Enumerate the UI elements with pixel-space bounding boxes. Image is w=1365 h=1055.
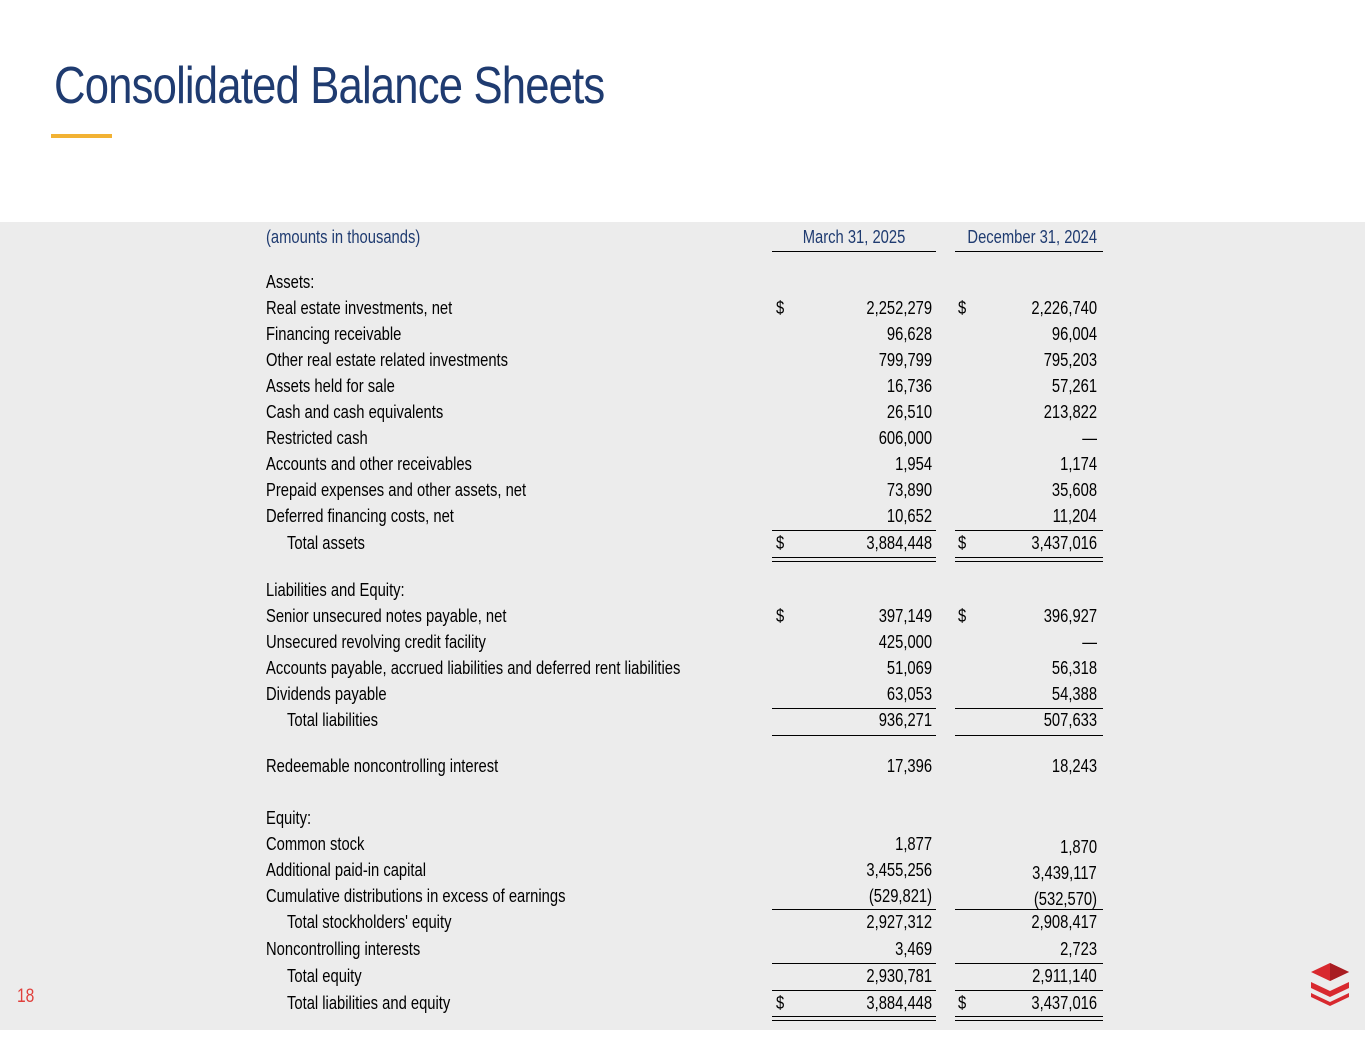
- section-heading: [266, 272, 1106, 298]
- value-december-2024: 1,870: [1060, 837, 1097, 857]
- row-label: Unsecured revolving credit facility: [266, 632, 486, 652]
- table-row: [266, 860, 1106, 886]
- value-march-2025: 1,954: [895, 454, 932, 474]
- value-march-2025: 3,884,448: [866, 533, 932, 553]
- currency-symbol: $: [958, 533, 967, 553]
- subtotal-line-b: [955, 708, 1103, 709]
- currency-symbol: $: [776, 298, 785, 318]
- table-row: [266, 454, 1106, 480]
- table-row: [266, 298, 1106, 324]
- row-label: Deferred financing costs, net: [266, 506, 454, 526]
- value-march-2025: 73,890: [886, 480, 932, 500]
- value-december-2024: 396,927: [1043, 606, 1097, 626]
- total-assets-row: [266, 533, 1106, 559]
- table-row: [266, 506, 1106, 532]
- value-march-2025: (529,821): [868, 886, 932, 906]
- header-underline-a: [772, 251, 936, 252]
- value-march-2025: 63,053: [886, 684, 932, 704]
- row-label: Restricted cash: [266, 428, 368, 448]
- value-december-2024: 96,004: [1051, 324, 1097, 344]
- value-march-2025: 425,000: [878, 632, 932, 652]
- double-underline-b: [955, 1020, 1103, 1021]
- row-label: Common stock: [266, 834, 365, 854]
- col-header-december-2024: December 31, 2024: [967, 227, 1098, 247]
- row-label: Prepaid expenses and other assets, net: [266, 480, 527, 500]
- double-underline-b: [955, 557, 1103, 558]
- total-liabilities-row: [266, 710, 1106, 736]
- total-underline-b: [955, 735, 1103, 736]
- value-december-2024: 2,911,140: [1032, 966, 1097, 986]
- table-header-row: [266, 227, 1106, 253]
- col-header-march-2025: March 31, 2025: [802, 227, 906, 247]
- value-march-2025: 606,000: [878, 428, 932, 448]
- row-label: Real estate investments, net: [266, 298, 453, 318]
- company-logo-icon: [1309, 961, 1351, 1007]
- row-label: Cumulative distributions in excess of earnings: [266, 886, 566, 906]
- table-row: [266, 632, 1106, 658]
- row-label: Dividends payable: [266, 684, 387, 704]
- currency-symbol: $: [776, 606, 785, 626]
- value-december-2024: 3,439,117: [1032, 863, 1097, 883]
- value-december-2024: 2,226,740: [1031, 298, 1097, 318]
- row-label: Financing receivable: [266, 324, 402, 344]
- currency-symbol: $: [776, 993, 785, 1013]
- table-row: [266, 834, 1106, 860]
- value-december-2024: 795,203: [1043, 350, 1097, 370]
- value-march-2025: 96,628: [886, 324, 932, 344]
- currency-symbol: $: [776, 533, 785, 553]
- value-march-2025: 3,469: [895, 939, 932, 959]
- double-underline-a: [772, 1020, 936, 1021]
- total-underline-a: [772, 735, 936, 736]
- table-row: [266, 756, 1106, 782]
- value-december-2024: 213,822: [1043, 402, 1097, 422]
- value-march-2025: 51,069: [886, 658, 932, 678]
- value-december-2024: 11,204: [1052, 506, 1097, 526]
- value-march-2025: 1,877: [895, 834, 932, 854]
- row-label: Total liabilities: [287, 710, 379, 730]
- value-december-2024: 507,633: [1043, 710, 1097, 730]
- row-label: Noncontrolling interests: [266, 939, 421, 959]
- currency-symbol: $: [958, 606, 967, 626]
- value-december-2024: (532,570): [1033, 889, 1097, 909]
- value-march-2025: 16,736: [886, 376, 932, 396]
- row-label: Total equity: [287, 966, 362, 986]
- double-underline-a: [772, 561, 936, 562]
- subtotal-line-b: [955, 963, 1103, 964]
- value-march-2025: 799,799: [878, 350, 932, 370]
- double-underline-b: [955, 1016, 1103, 1017]
- currency-symbol: $: [958, 298, 967, 318]
- row-label: Total stockholders' equity: [287, 912, 452, 932]
- value-march-2025: 26,510: [886, 402, 932, 422]
- row-label: Accounts payable, accrued liabilities and deferred rent liabilities: [266, 658, 681, 678]
- subtotal-line-a: [772, 530, 936, 531]
- value-december-2024: 1,174: [1060, 454, 1097, 474]
- table-row: [266, 658, 1106, 684]
- table-row: [266, 684, 1106, 710]
- value-december-2024: 2,908,417: [1031, 912, 1097, 932]
- value-march-2025: 3,455,256: [866, 860, 932, 880]
- total-equity-row: [266, 966, 1106, 992]
- value-december-2024: 35,608: [1051, 480, 1097, 500]
- value-december-2024: 54,388: [1051, 684, 1097, 704]
- value-march-2025: 10,652: [886, 506, 932, 526]
- assets-heading: Assets:: [266, 272, 315, 292]
- value-december-2024: —: [1082, 428, 1097, 448]
- table-row: [266, 402, 1106, 428]
- subtotal-line-b: [955, 909, 1103, 910]
- value-march-2025: 936,271: [878, 710, 932, 730]
- value-december-2024: 2,723: [1060, 939, 1097, 959]
- value-march-2025: 17,396: [886, 756, 932, 776]
- total-stockholders-equity-row: [266, 912, 1106, 938]
- subtotal-line-a: [772, 708, 936, 709]
- value-march-2025: 2,930,781: [866, 966, 932, 986]
- row-label: Total assets: [287, 533, 365, 553]
- currency-symbol: $: [958, 993, 967, 1013]
- units-note: (amounts in thousands): [266, 227, 421, 247]
- table-row: [266, 606, 1106, 632]
- table-row: [266, 376, 1106, 402]
- value-march-2025: 397,149: [878, 606, 932, 626]
- value-march-2025: 2,252,279: [866, 298, 932, 318]
- double-underline-a: [772, 1016, 936, 1017]
- table-row: [266, 428, 1106, 454]
- table-row: [266, 939, 1106, 965]
- header-underline-b: [955, 251, 1103, 252]
- subtotal-line-a: [772, 909, 936, 910]
- value-december-2024: 56,318: [1051, 658, 1097, 678]
- section-heading: [266, 808, 1106, 834]
- page-title: Consolidated Balance Sheets: [54, 57, 605, 115]
- subtotal-line-b: [955, 530, 1103, 531]
- row-label: Cash and cash equivalents: [266, 402, 444, 422]
- double-underline-a: [772, 557, 936, 558]
- table-row: [266, 324, 1106, 350]
- table-row: [266, 480, 1106, 506]
- subtotal-line-b: [955, 990, 1103, 991]
- equity-heading: Equity:: [266, 808, 312, 828]
- double-underline-b: [955, 561, 1103, 562]
- value-december-2024: 18,243: [1051, 756, 1097, 776]
- liabilities-heading: Liabilities and Equity:: [266, 580, 405, 600]
- section-heading: [266, 580, 1106, 606]
- value-december-2024: —: [1082, 632, 1097, 652]
- value-march-2025: 2,927,312: [866, 912, 932, 932]
- row-label: Senior unsecured notes payable, net: [266, 606, 507, 626]
- value-march-2025: 3,884,448: [866, 993, 932, 1013]
- subtotal-line-a: [772, 963, 936, 964]
- value-december-2024: 57,261: [1051, 376, 1097, 396]
- value-december-2024: 3,437,016: [1031, 993, 1097, 1013]
- title-accent-bar: [51, 134, 112, 138]
- row-label: Other real estate related investments: [266, 350, 509, 370]
- table-row: [266, 350, 1106, 376]
- row-label: Redeemable noncontrolling interest: [266, 756, 499, 776]
- row-label: Additional paid-in capital: [266, 860, 427, 880]
- page-number: 18: [17, 986, 35, 1007]
- row-label: Accounts and other receivables: [266, 454, 472, 474]
- row-label: Total liabilities and equity: [287, 993, 451, 1013]
- row-label: Assets held for sale: [266, 376, 395, 396]
- subtotal-line-a: [772, 990, 936, 991]
- value-december-2024: 3,437,016: [1031, 533, 1097, 553]
